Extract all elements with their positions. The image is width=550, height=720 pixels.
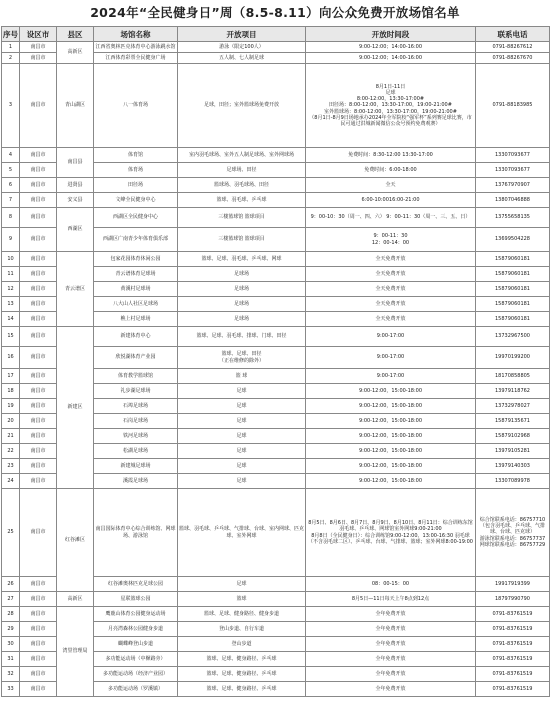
row-county: 西湖区 bbox=[57, 208, 94, 252]
row-venue: 包家花园体育休闲公园 bbox=[94, 252, 178, 267]
row-county: 新建区 bbox=[57, 327, 94, 489]
row-items: 篮球、足球、健身路径、乒乓球 bbox=[178, 652, 306, 667]
row-phone: 13979118762 bbox=[476, 384, 550, 399]
row-items: 篮球、足球、健身路径、乒乓球 bbox=[178, 682, 306, 697]
row-index: 11 bbox=[2, 267, 20, 282]
row-index: 29 bbox=[2, 622, 20, 637]
row-county: 进贤县 bbox=[57, 178, 94, 193]
row-items: 三楼篮球馆 篮球项目 bbox=[178, 228, 306, 252]
row-hours: 全天免费开放 bbox=[306, 282, 476, 297]
row-city: 南昌市 bbox=[20, 53, 57, 64]
row-hours: 9:00-12:00，15:00-18:00 bbox=[306, 414, 476, 429]
row-venue: 欣悦湖体育产业园 bbox=[94, 347, 178, 369]
row-county: 青云谱区 bbox=[57, 252, 94, 327]
row-hours: 9:00-12:00，15:00-18:00 bbox=[306, 399, 476, 414]
header-county: 县区 bbox=[57, 27, 94, 42]
row-venue: 铁河足球场 bbox=[94, 429, 178, 444]
row-phone: 18170858805 bbox=[476, 369, 550, 384]
row-items: 室内羽毛球场、室外五人制足球场、室外网球场 bbox=[178, 148, 306, 163]
row-phone: 13307089978 bbox=[476, 474, 550, 489]
row-phone: 0791-88267612 bbox=[476, 42, 550, 53]
row-phone: 0791-88183985 bbox=[476, 64, 550, 148]
row-venue: 樵上村足球场 bbox=[94, 312, 178, 327]
row-phone: 0791-83761519 bbox=[476, 652, 550, 667]
row-phone: 13307093677 bbox=[476, 148, 550, 163]
venue-table bbox=[1, 26, 550, 697]
row-phone: 0791-83761519 bbox=[476, 607, 550, 622]
table-row bbox=[2, 178, 550, 193]
row-city: 南昌市 bbox=[20, 369, 57, 384]
row-phone: 13699504228 bbox=[476, 228, 550, 252]
row-phone: 13767970907 bbox=[476, 178, 550, 193]
row-hours: 08：00-15：00 bbox=[306, 577, 476, 592]
row-venue: 西湖区全民健身中心 bbox=[94, 208, 178, 228]
row-phone: 13755658135 bbox=[476, 208, 550, 228]
row-index: 26 bbox=[2, 577, 20, 592]
row-city: 南昌市 bbox=[20, 577, 57, 592]
row-city: 南昌市 bbox=[20, 267, 57, 282]
row-hours: 8月1日-11日 足球 8:00-12:00，13:30-17:00# 田径场：8:00-12:00，13:30-17:00，19:00-21:00# 室外篮球场：8:00-12:00，13:30-17:00，19:00-21:00# （8月1日-8月9日场地承办2024年全军院校“强军杯”系列赛足球比赛，市民可通过洪城新闻微信公众号预约免费观赛） bbox=[306, 64, 476, 148]
row-items: 足球场 bbox=[178, 312, 306, 327]
row-venue: 体育教学篮球馆 bbox=[94, 369, 178, 384]
row-venue: 南昌国际体育中心综合训练馆、网球场、游泳馆 bbox=[94, 489, 178, 577]
row-venue: 多功能运动场（经济产业园） bbox=[94, 667, 178, 682]
row-venue: 青云谱体育足球场 bbox=[94, 267, 178, 282]
row-items: 足球 bbox=[178, 577, 306, 592]
row-items: 游泳（限定100人） bbox=[178, 42, 306, 53]
row-hours: 9:00-12:00；14:00-16:00 bbox=[306, 53, 476, 64]
row-venue: 溪霞足球场 bbox=[94, 474, 178, 489]
row-items: 篮球、足球、健身路径、健身步道 bbox=[178, 607, 306, 622]
row-items: 足球 bbox=[178, 399, 306, 414]
row-hours: 免费时间：6:00-18:00 bbox=[306, 163, 476, 178]
header-hours: 开放时间段 bbox=[306, 27, 476, 42]
row-city: 南昌市 bbox=[20, 399, 57, 414]
row-phone: 0791-83761519 bbox=[476, 622, 550, 637]
header-phone: 联系电话 bbox=[476, 27, 550, 42]
row-phone: 0791-88267670 bbox=[476, 53, 550, 64]
row-phone: 13979105281 bbox=[476, 444, 550, 459]
row-venue: 多功能运动场（罗溪镇） bbox=[94, 682, 178, 697]
row-phone: 0791-83761519 bbox=[476, 682, 550, 697]
row-index: 31 bbox=[2, 652, 20, 667]
row-city: 南昌市 bbox=[20, 652, 57, 667]
row-venue: 黄溪村足球场 bbox=[94, 282, 178, 297]
row-phone: 15879060181 bbox=[476, 267, 550, 282]
row-county: 高新区 bbox=[57, 42, 94, 64]
row-city: 南昌市 bbox=[20, 384, 57, 399]
row-venue: 江西省奥林匹克体育中心游泳跳水馆 bbox=[94, 42, 178, 53]
table-row bbox=[2, 64, 550, 148]
row-city: 南昌市 bbox=[20, 148, 57, 163]
row-phone: 13979140303 bbox=[476, 459, 550, 474]
row-city: 南昌市 bbox=[20, 163, 57, 178]
table-row bbox=[2, 42, 550, 53]
row-index: 7 bbox=[2, 193, 20, 208]
row-city: 南昌市 bbox=[20, 208, 57, 228]
row-hours: 9:00-17:00 bbox=[306, 327, 476, 347]
row-city: 南昌市 bbox=[20, 312, 57, 327]
row-city: 南昌市 bbox=[20, 347, 57, 369]
row-index: 19 bbox=[2, 399, 20, 414]
row-phone: 18797990790 bbox=[476, 592, 550, 607]
row-hours: 9:00-12:00，15:00-18:00 bbox=[306, 384, 476, 399]
row-venue: 田径场 bbox=[94, 178, 178, 193]
row-index: 1 bbox=[2, 42, 20, 53]
row-phone: 15879102968 bbox=[476, 429, 550, 444]
row-index: 22 bbox=[2, 444, 20, 459]
row-county: 湾里管理局 bbox=[57, 607, 94, 697]
page-title: 2024年“全民健身日”周（8.5-8.11）向公众免费开放场馆名单 bbox=[90, 5, 460, 20]
row-items: 足球场、田径 bbox=[178, 163, 306, 178]
row-phone: 13307093677 bbox=[476, 163, 550, 178]
row-index: 13 bbox=[2, 297, 20, 312]
row-items: 足球，田径；室外篮球场免费开放 bbox=[178, 64, 306, 148]
row-hours: 全天免费开放 bbox=[306, 297, 476, 312]
row-index: 15 bbox=[2, 327, 20, 347]
row-city: 南昌市 bbox=[20, 64, 57, 148]
row-city: 南昌市 bbox=[20, 667, 57, 682]
row-hours: 全年免费开放 bbox=[306, 682, 476, 697]
row-index: 33 bbox=[2, 682, 20, 697]
row-index: 27 bbox=[2, 592, 20, 607]
row-items: 足球 bbox=[178, 474, 306, 489]
row-hours: 全年免费开放 bbox=[306, 637, 476, 652]
row-county: 红谷滩区 bbox=[57, 489, 94, 592]
row-items: 足球场 bbox=[178, 282, 306, 297]
header-city: 设区市 bbox=[20, 27, 57, 42]
row-venue: 新建城足球场 bbox=[94, 459, 178, 474]
row-index: 18 bbox=[2, 384, 20, 399]
row-county: 南昌县 bbox=[57, 148, 94, 178]
row-phone: 19970199200 bbox=[476, 347, 550, 369]
row-items: 三楼篮球馆 篮球项目 bbox=[178, 208, 306, 228]
row-items: 篮球、羽毛球、乒乓球、气排球、台球、室内网球、匹克球、室外网球 bbox=[178, 489, 306, 577]
row-venue: 江西体育彩票全民健身广场 bbox=[94, 53, 178, 64]
row-index: 5 bbox=[2, 163, 20, 178]
table-body bbox=[2, 42, 550, 697]
row-hours: 全天免费开放 bbox=[306, 312, 476, 327]
row-items: 足球场 bbox=[178, 267, 306, 282]
row-venue: 多功能运动场（中樨路旁） bbox=[94, 652, 178, 667]
row-index: 20 bbox=[2, 414, 20, 429]
row-index: 9 bbox=[2, 228, 20, 252]
row-phone: 13732978027 bbox=[476, 399, 550, 414]
row-city: 南昌市 bbox=[20, 637, 57, 652]
row-city: 南昌市 bbox=[20, 622, 57, 637]
row-items: 五人制、七人制足球 bbox=[178, 53, 306, 64]
row-hours: 8月5日—11日每天上午8点到12点 bbox=[306, 592, 476, 607]
row-items: 篮球、足球、羽毛球、排球、门球、田径 bbox=[178, 327, 306, 347]
row-items: 篮球场、羽毛球场、田径 bbox=[178, 178, 306, 193]
row-city: 南昌市 bbox=[20, 489, 57, 577]
table-row bbox=[2, 607, 550, 622]
row-index: 12 bbox=[2, 282, 20, 297]
row-phone: 15879060181 bbox=[476, 312, 550, 327]
table-row bbox=[2, 327, 550, 347]
row-items: 篮球、足球、羽毛球、乒乓球、网球 bbox=[178, 252, 306, 267]
row-city: 南昌市 bbox=[20, 607, 57, 622]
row-venue: 文峰全民健身中心 bbox=[94, 193, 178, 208]
row-city: 南昌市 bbox=[20, 474, 57, 489]
row-items: 足球场 bbox=[178, 297, 306, 312]
row-phone: 0791-83761519 bbox=[476, 667, 550, 682]
row-venue: 体育馆 bbox=[94, 148, 178, 163]
row-city: 南昌市 bbox=[20, 414, 57, 429]
row-venue: 月亮湾森林公园健身步道 bbox=[94, 622, 178, 637]
row-city: 南昌市 bbox=[20, 444, 57, 459]
row-phone: 15879060181 bbox=[476, 282, 550, 297]
table-row bbox=[2, 193, 550, 208]
row-items: 足球 bbox=[178, 384, 306, 399]
header-venue: 场馆名称 bbox=[94, 27, 178, 42]
row-city: 南昌市 bbox=[20, 592, 57, 607]
row-items: 篮 球 bbox=[178, 369, 306, 384]
row-hours: 全年免费开放 bbox=[306, 667, 476, 682]
row-index: 30 bbox=[2, 637, 20, 652]
row-hours: 9:00-12:00，15:00-18:00 bbox=[306, 444, 476, 459]
row-county: 青山湖区 bbox=[57, 64, 94, 148]
row-hours: 9:00-12:00，15:00-18:00 bbox=[306, 459, 476, 474]
row-phone: 综合馆联系电话：86757710（包含羽毛球、乒乓球、气排球、台球、匹克球） 游泳馆联系电话：86757737 网球馆联系电话：86757729 bbox=[476, 489, 550, 577]
row-items: 篮球、羽毛球、乒乓球 bbox=[178, 193, 306, 208]
row-hours: 8月5日、8月6日、8月7日、8月9日、8月10日、8月11日：综合训练东馆羽毛球、乒乓球、网球馆室外网球9:00-21:00 8月8日（全民健身日）：综合训练馆9:00-12:00、13:00-16:30 羽毛球（不含羽毛球二区）、乒乓球、台球、气排球、篮球；室外网球8:00-19:00 bbox=[306, 489, 476, 577]
row-items: 足球 bbox=[178, 429, 306, 444]
row-hours: 9：00-10：30（周一、四、六） 9：00-11：30（周一、三、五、日） bbox=[306, 208, 476, 228]
row-phone: 13807046888 bbox=[476, 193, 550, 208]
table-row bbox=[2, 252, 550, 267]
header-index: 序号 bbox=[2, 27, 20, 42]
row-items: 篮球、足球、健身路径、乒乓球 bbox=[178, 667, 306, 682]
row-index: 16 bbox=[2, 347, 20, 369]
row-county: 高新区 bbox=[57, 592, 94, 607]
row-index: 2 bbox=[2, 53, 20, 64]
row-hours: 全天免费开放 bbox=[306, 267, 476, 282]
row-hours: 9:00-17:00 bbox=[306, 347, 476, 369]
row-hours: 9:00-12:00，15:00-18:00 bbox=[306, 474, 476, 489]
row-venue: 石岗足球场 bbox=[94, 414, 178, 429]
row-city: 南昌市 bbox=[20, 682, 57, 697]
row-venue: 八一体育场 bbox=[94, 64, 178, 148]
row-city: 南昌市 bbox=[20, 228, 57, 252]
row-city: 南昌市 bbox=[20, 429, 57, 444]
row-venue: 星联篮球公园 bbox=[94, 592, 178, 607]
row-index: 23 bbox=[2, 459, 20, 474]
row-venue: 新建体育中心 bbox=[94, 327, 178, 347]
row-city: 南昌市 bbox=[20, 297, 57, 312]
row-hours: 全天免费开放 bbox=[306, 252, 476, 267]
row-phone: 15879060181 bbox=[476, 252, 550, 267]
row-index: 14 bbox=[2, 312, 20, 327]
row-phone: 19917919399 bbox=[476, 577, 550, 592]
table-header-row bbox=[2, 27, 550, 42]
row-phone: 13732967500 bbox=[476, 327, 550, 347]
row-items: 足球 bbox=[178, 414, 306, 429]
row-hours: 9:00-17:00 bbox=[306, 369, 476, 384]
row-city: 南昌市 bbox=[20, 42, 57, 53]
row-venue: 蝴蝶峰登山步道 bbox=[94, 637, 178, 652]
row-venue: 西湖区广南青少年体育俱乐部 bbox=[94, 228, 178, 252]
row-city: 南昌市 bbox=[20, 178, 57, 193]
row-city: 南昌市 bbox=[20, 459, 57, 474]
row-venue: 礼步湖足球场 bbox=[94, 384, 178, 399]
row-index: 4 bbox=[2, 148, 20, 163]
row-items: 篮球 bbox=[178, 592, 306, 607]
row-hours: 全年免费开放 bbox=[306, 607, 476, 622]
header-items: 开放项目 bbox=[178, 27, 306, 42]
row-index: 21 bbox=[2, 429, 20, 444]
row-index: 10 bbox=[2, 252, 20, 267]
row-items: 足球 bbox=[178, 459, 306, 474]
row-index: 8 bbox=[2, 208, 20, 228]
table-row bbox=[2, 592, 550, 607]
row-hours: 免费时间：8:30-12:00 13:30-17:00 bbox=[306, 148, 476, 163]
table-row bbox=[2, 489, 550, 577]
row-hours: 全天 bbox=[306, 178, 476, 193]
row-items: 登山步道 bbox=[178, 637, 306, 652]
row-items: 足球 bbox=[178, 444, 306, 459]
row-city: 南昌市 bbox=[20, 282, 57, 297]
row-index: 32 bbox=[2, 667, 20, 682]
row-hours: 9:00-12:00；14:00-16:00 bbox=[306, 42, 476, 53]
table-row bbox=[2, 148, 550, 163]
row-index: 17 bbox=[2, 369, 20, 384]
table-row bbox=[2, 208, 550, 228]
row-items: 登山步道、自行车道 bbox=[178, 622, 306, 637]
row-venue: 红谷滩奥林匹克足球公园 bbox=[94, 577, 178, 592]
row-index: 28 bbox=[2, 607, 20, 622]
row-hours: 6:00-10:0016:00-21:00 bbox=[306, 193, 476, 208]
row-phone: 15879060181 bbox=[476, 297, 550, 312]
row-phone: 0791-83761519 bbox=[476, 637, 550, 652]
row-city: 南昌市 bbox=[20, 252, 57, 267]
row-city: 南昌市 bbox=[20, 193, 57, 208]
row-venue: 八大山人社区足球场 bbox=[94, 297, 178, 312]
row-items: 篮球、足球、田径 （正在维修的除外） bbox=[178, 347, 306, 369]
row-venue: 鹰鹿山体育公园健身运动场 bbox=[94, 607, 178, 622]
row-index: 6 bbox=[2, 178, 20, 193]
row-county: 安义县 bbox=[57, 193, 94, 208]
row-venue: 松湖足球场 bbox=[94, 444, 178, 459]
row-index: 25 bbox=[2, 489, 20, 577]
row-hours: 全年免费开放 bbox=[306, 622, 476, 637]
row-index: 3 bbox=[2, 64, 20, 148]
row-city: 南昌市 bbox=[20, 327, 57, 347]
row-hours: 全年免费开放 bbox=[306, 652, 476, 667]
row-index: 24 bbox=[2, 474, 20, 489]
row-hours: 9：00-11：30 12：00-14：00 bbox=[306, 228, 476, 252]
row-phone: 15879135671 bbox=[476, 414, 550, 429]
row-venue: 石埠足球场 bbox=[94, 399, 178, 414]
row-venue: 体育场 bbox=[94, 163, 178, 178]
row-hours: 9:00-12:00，15:00-18:00 bbox=[306, 429, 476, 444]
